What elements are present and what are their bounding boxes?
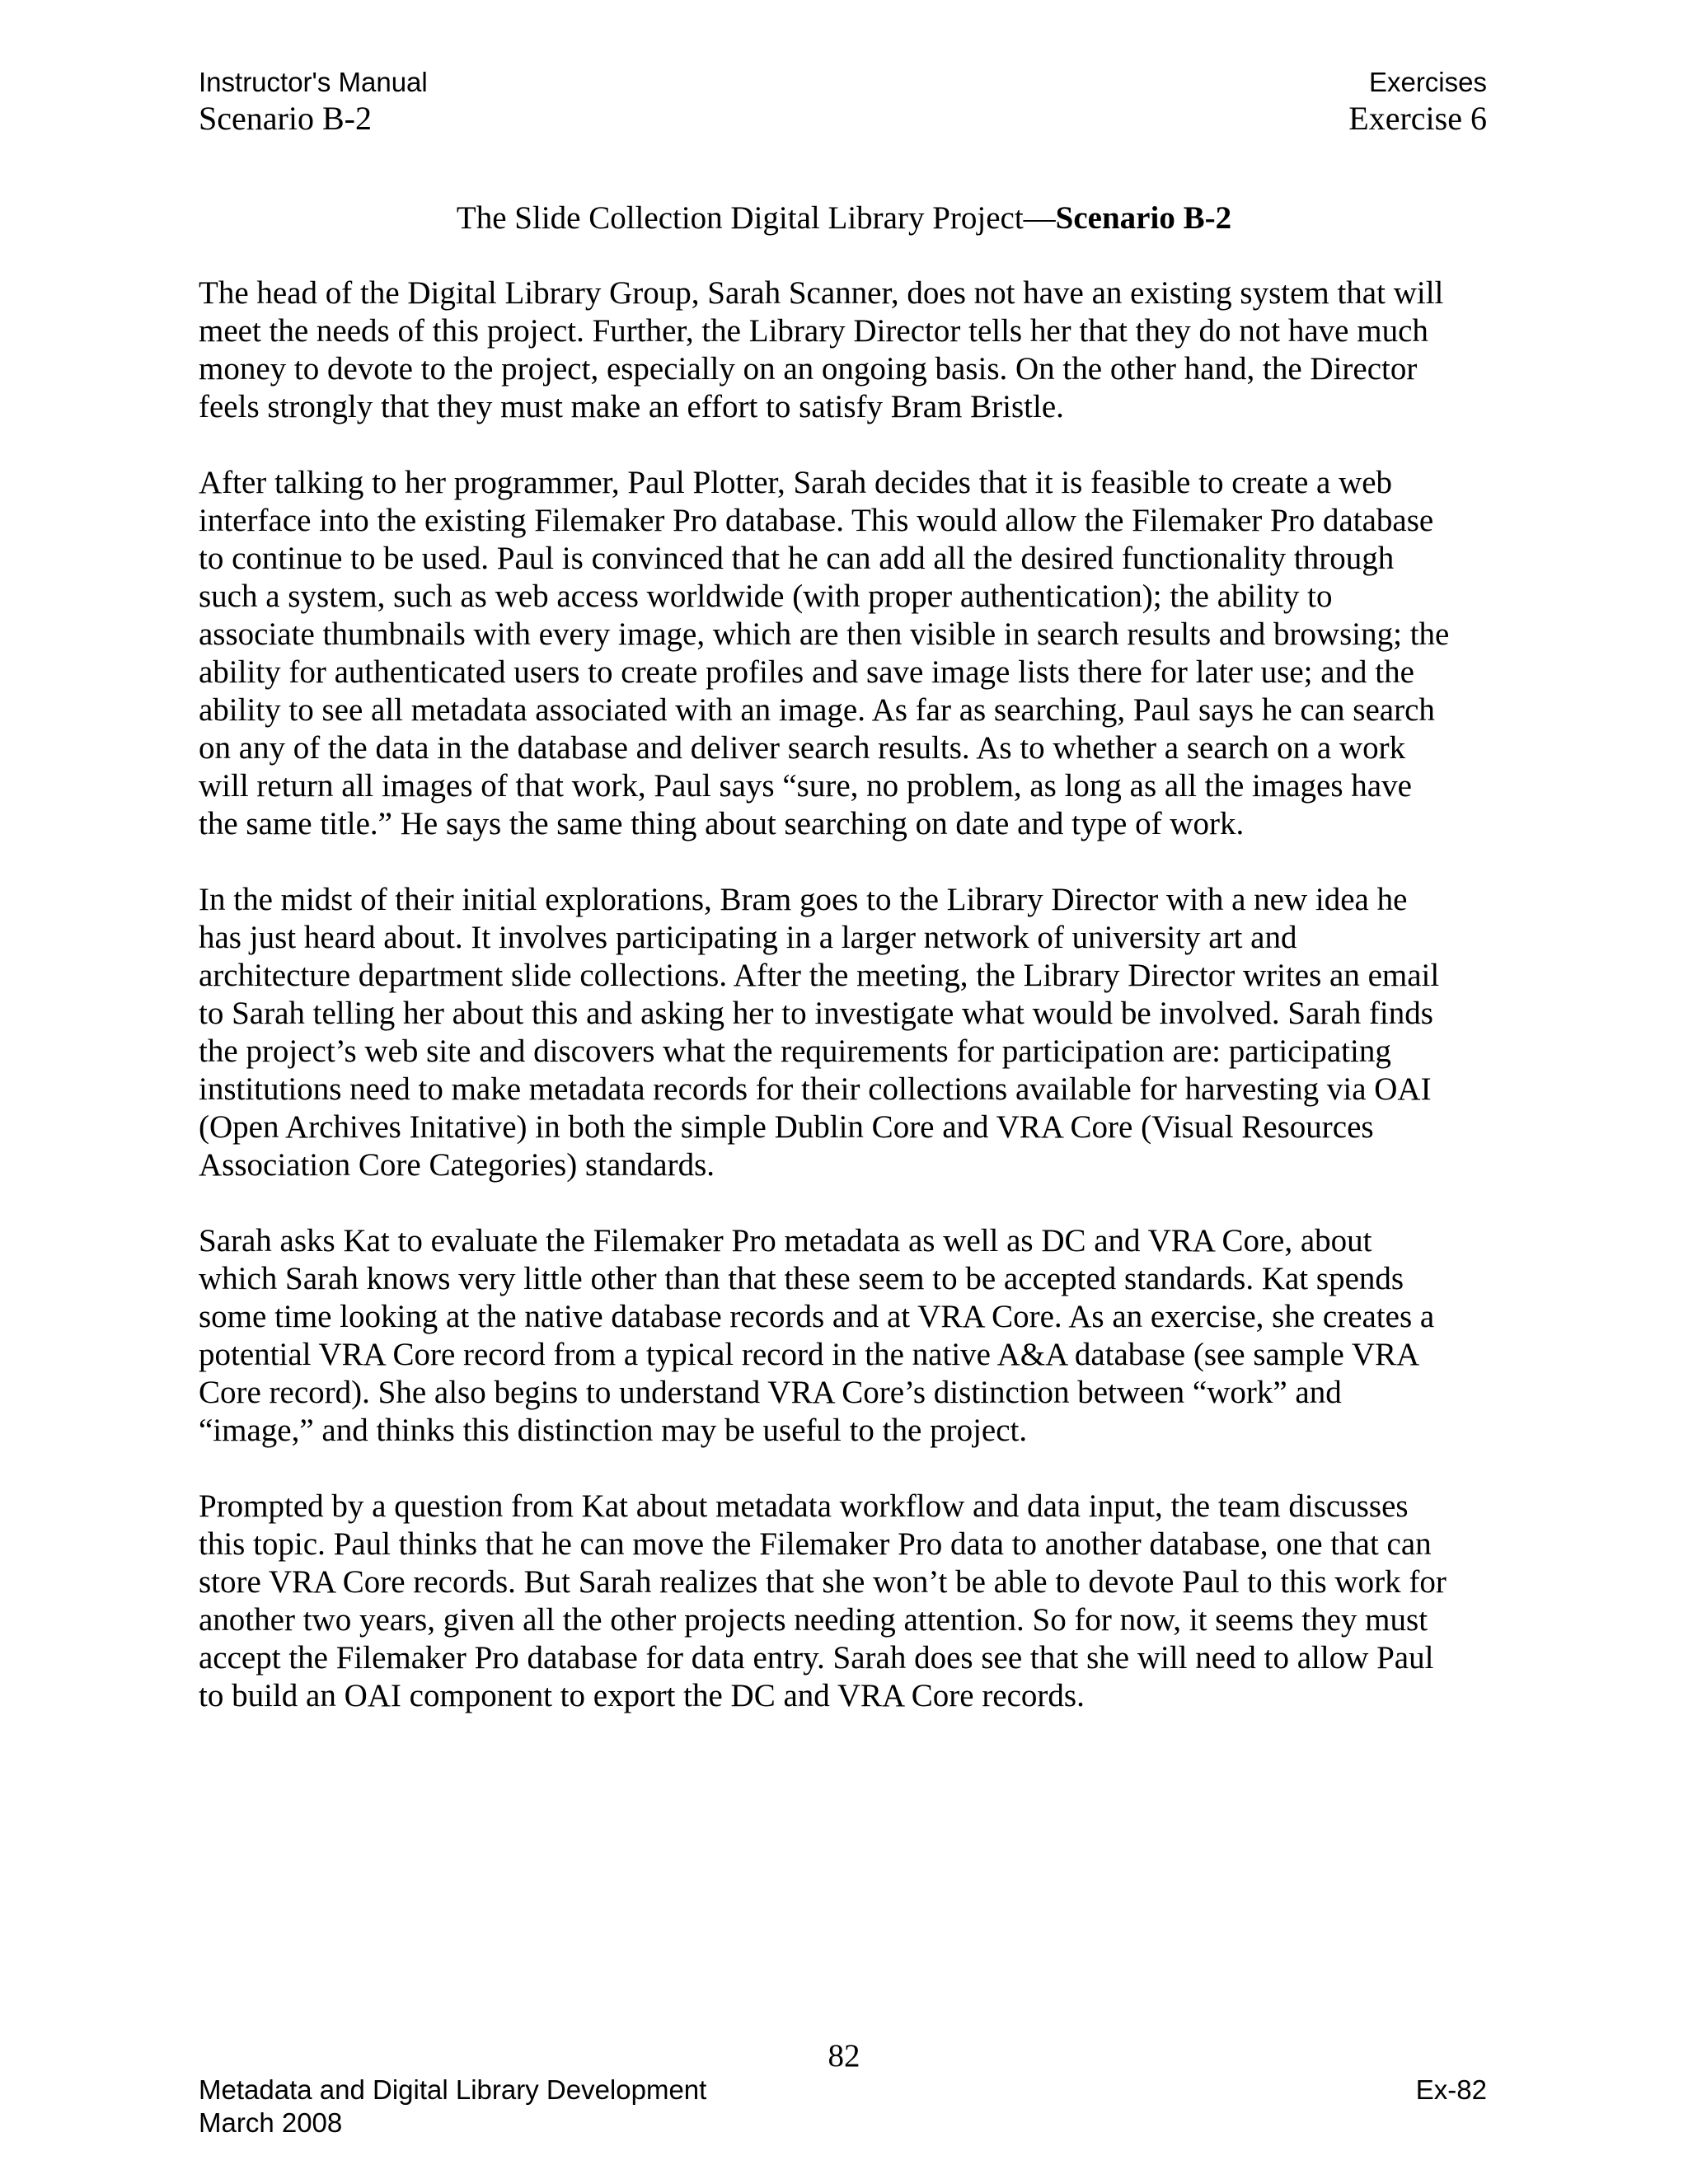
header-left xyxy=(199,66,428,138)
document-title xyxy=(0,199,1688,238)
footer-course-title: Metadata and Digital Library Development xyxy=(199,2074,707,2105)
header-section-label: Exercises xyxy=(1368,67,1487,97)
footer-date: March 2008 xyxy=(199,2107,343,2138)
document-body xyxy=(199,274,1493,1753)
footer-page-code: Ex-82 xyxy=(1415,2074,1487,2105)
header-exercise-label: Exercise 6 xyxy=(1348,100,1487,137)
body-paragraph-4: Sarah asks Kat to evaluate the Filemaker Pro metadata as well as DC and VRA Core, about which Sarah knows very little other than that these seem to be accepted standards. Kat spends some time looking at the native database records and at VRA Core. As an exercise, she creates a potential VRA Core record from a typical record in the native A&A database (see sample VRA Core record). She also begins to understand VRA Core’s distinction between “work” and “image,” and thinks this distinction may be useful to the project. xyxy=(199,1223,1435,1448)
body-paragraph-2: After talking to her programmer, Paul Plotter, Sarah decides that it is feasible to create a web interface into the existing Filemaker Pro database. This would allow the Filemaker Pro database to continue to be used. Paul is convinced that he can add all the desired functionality through such a system, such as web access worldwide (with proper authentication); the ability to associate thumbnails with every image, which are then visible in search results and browsing; the ability for authenticated users to create profiles and save image lists there for later use; and the ability to see all metadata associated with an image. As far as searching, Paul says he can search on any of the data in the database and deliver search results. As to whether a search on a work will return all images of that work, Paul says “sure, no problem, as long as all the images have the same title.” He says the same thing about searching on date and type of work. xyxy=(199,465,1450,841)
title-prefix: The Slide Collection Digital Library Project— xyxy=(456,200,1056,236)
header-manual-label: Instructor's Manual xyxy=(199,67,428,97)
body-paragraph-5: Prompted by a question from Kat about metadata workflow and data input, the team discusses this topic. Paul thinks that he can move the Filemaker Pro data to another database, one that can store VRA Core records. But Sarah realizes that she won’t be able to devote Paul to this work for another two years, given all the other projects needing attention. So for now, it seems they must accept the Filemaker Pro database for data entry. Sarah does see that she will need to allow Paul to build an OAI component to export the DC and VRA Core records. xyxy=(199,1488,1447,1713)
title-scenario-bold: Scenario B-2 xyxy=(1055,200,1232,236)
header-right xyxy=(1348,66,1487,138)
header-scenario-label: Scenario B-2 xyxy=(199,100,372,137)
footer-left xyxy=(199,2074,706,2139)
body-paragraph-1: The head of the Digital Library Group, Sarah Scanner, does not have an existing system that will meet the needs of this project. Further, the Library Director tells her that they do not have much money to devote to the project, especially on an ongoing basis. On the other hand, the Director feels strongly that they must make an effort to satisfy Bram Bristle. xyxy=(199,275,1444,424)
page-number: 82 xyxy=(828,2038,860,2074)
body-paragraph-3: In the midst of their initial explorations, Bram goes to the Library Director with a new idea he has just heard about. It involves participating in a larger network of university art and architecture department slide collections. After the meeting, the Library Director writes an email to Sarah telling her about this and asking her to investigate what would be involved. Sarah finds the project’s web site and discovers what the requirements for participation are: participating institutions need to make metadata records for their collections available for harvesting via OAI (Open Archives Initative) in both the simple Dublin Core and VRA Core (Visual Resources Association Core Categories) standards. xyxy=(199,882,1440,1183)
